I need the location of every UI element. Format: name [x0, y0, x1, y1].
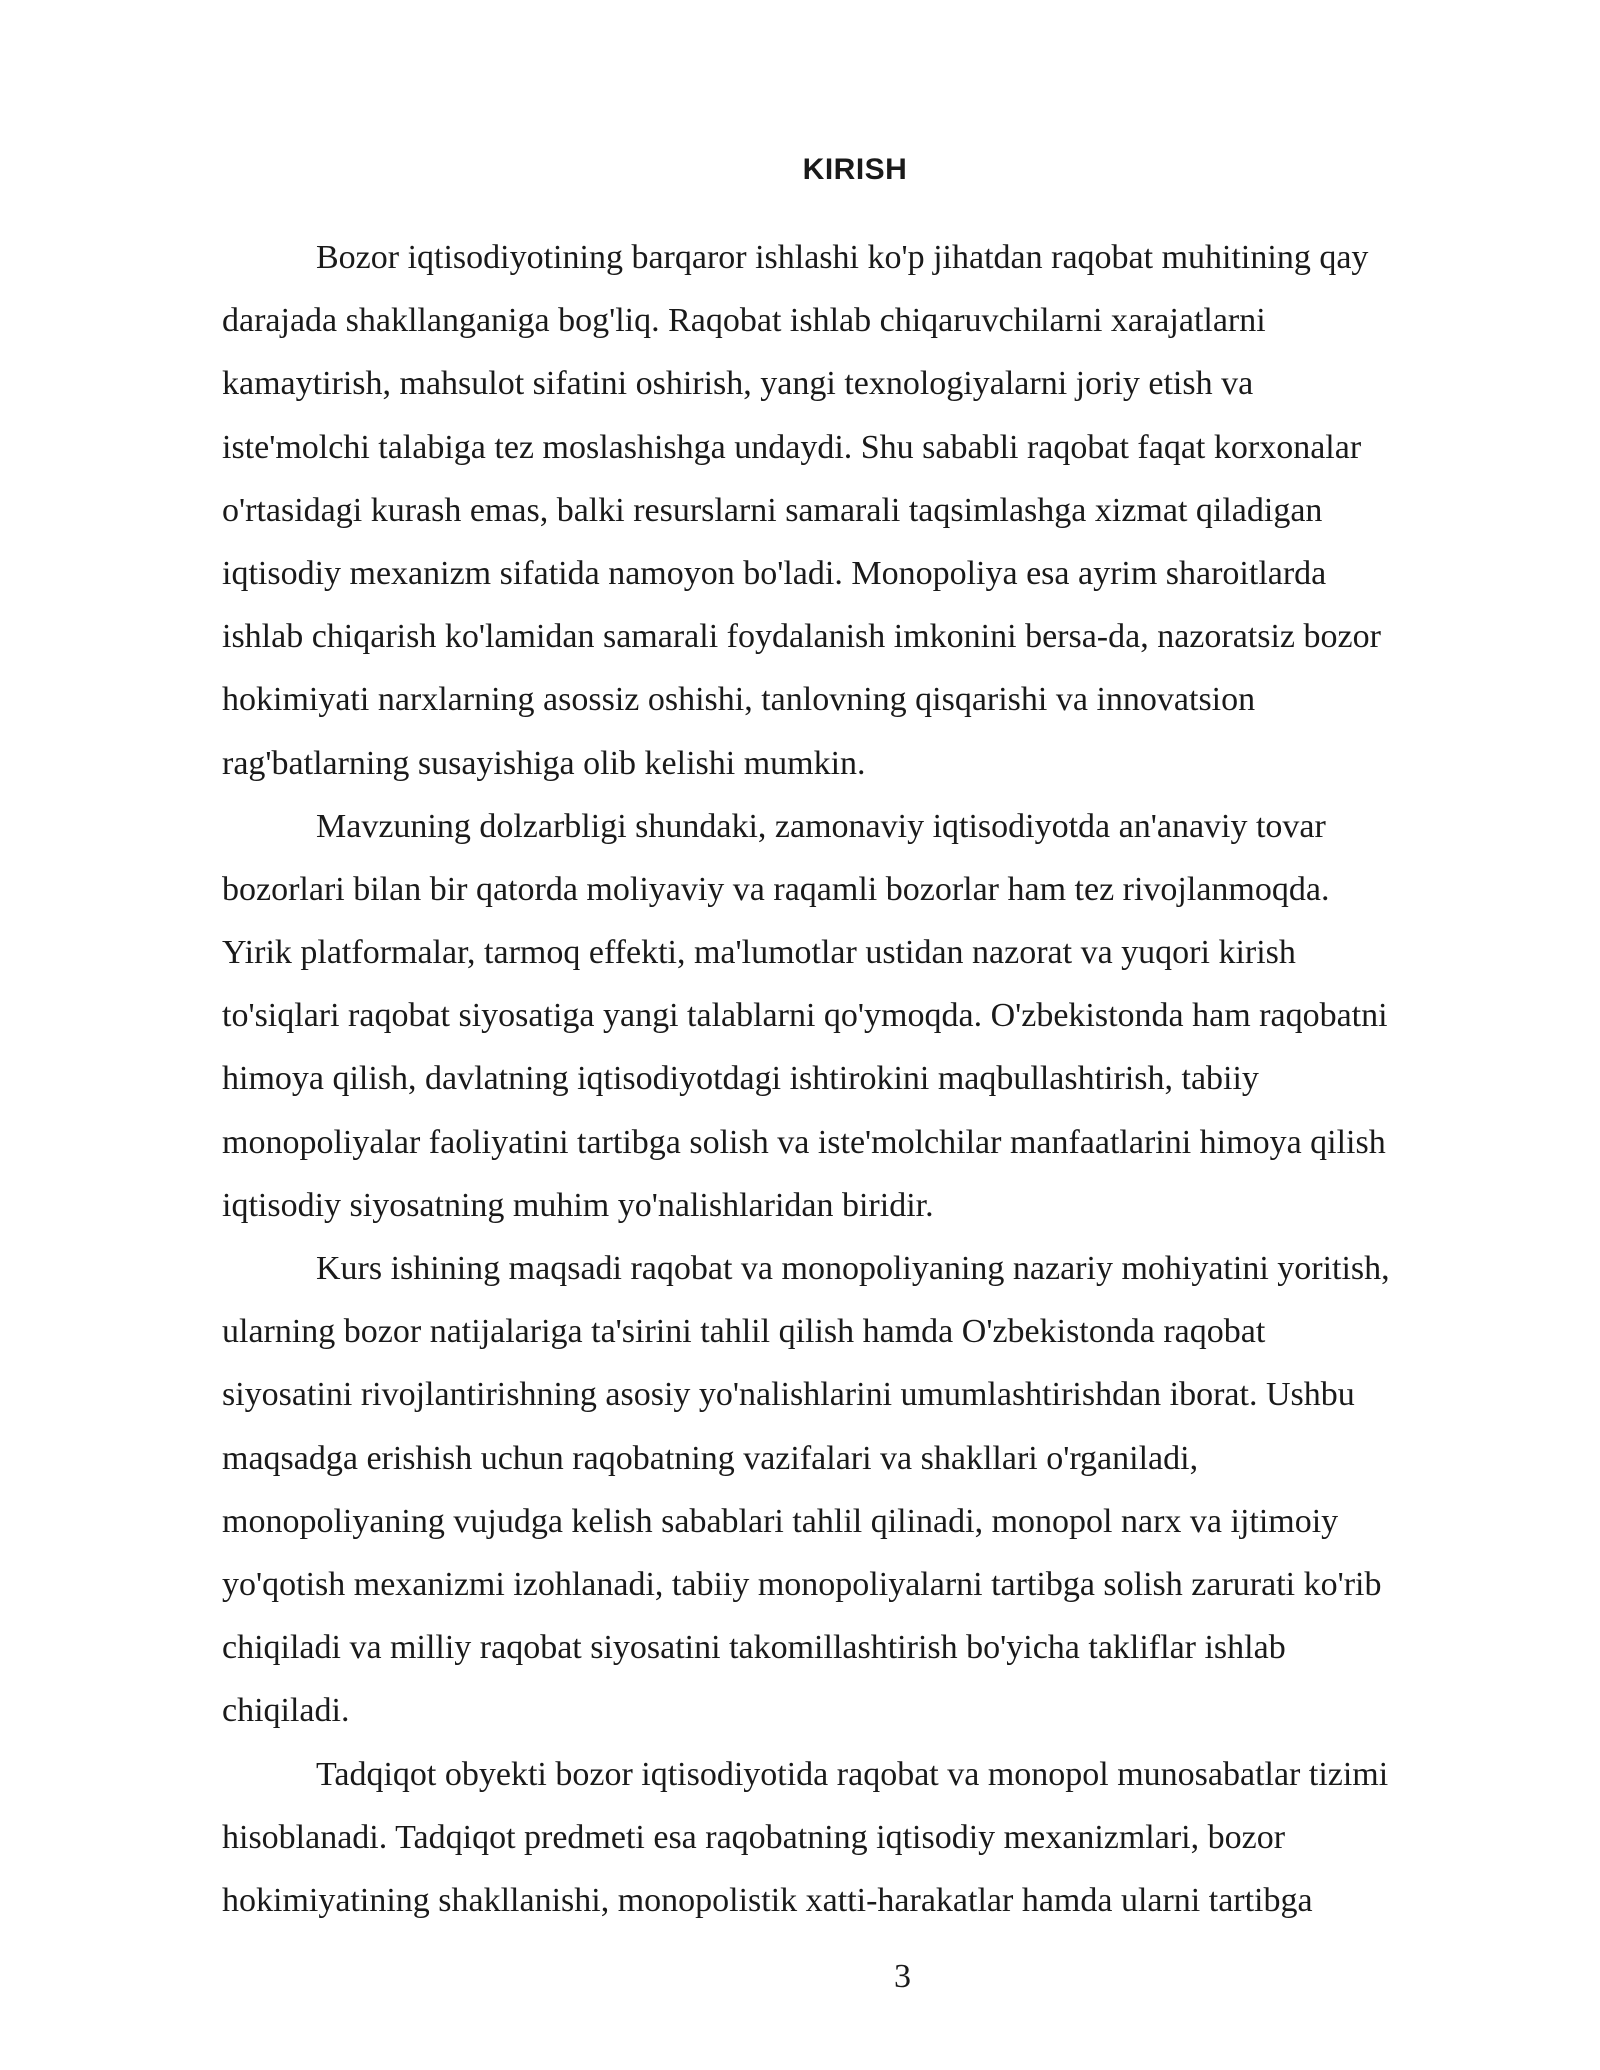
text-line: Tadqiqot obyekti bozor iqtisodiyotida raqobat va monopol munosabatlar tizimi	[316, 1755, 1389, 1793]
text-line: himoya qilish, davlatning iqtisodiyotdagi ishtirokini maqbullashtirish, tabiiy	[222, 1060, 1259, 1098]
text-line: iste'molchi talabiga tez moslashishga undaydi. Shu sababli raqobat faqat korxonalar	[222, 428, 1362, 466]
text-line: Bozor iqtisodiyotining barqaror ishlashi ko'p jihatdan raqobat muhitining qay	[316, 239, 1369, 276]
text-line: Mavzuning dolzarbligi shundaki, zamonaviy iqtisodiyotda an'anaviy tovar	[316, 807, 1326, 845]
text-line: monopoliyaning vujudga kelish sabablari tahlil qilinadi, monopol narx va ijtimoiy	[222, 1502, 1339, 1540]
text-line: maqsadga erishish uchun raqobatning vazifalari va shakllari o'rganiladi,	[222, 1439, 1199, 1477]
text-line: chiqiladi va milliy raqobat siyosatini takomillashtirish bo'yicha takliflar ishlab	[222, 1629, 1286, 1667]
text-line: yo'qotish mexanizmi izohlanadi, tabiiy monopoliyalarni tartibga solish zarurati ko'rib	[222, 1565, 1382, 1603]
text-line: chiqiladi.	[222, 1692, 350, 1730]
text-line: monopoliyalar faoliyatini tartibga solish va iste'molchilar manfaatlarini himoya qilish	[222, 1123, 1386, 1161]
text-line: to'siqlari raqobat siyosatiga yangi talablarni qo'ymoqda. O'zbekistonda ham raqobatni	[222, 997, 1388, 1035]
text-line: kamaytirish, mahsulot sifatini oshirish, yangi texnologiyalarni joriy etish va	[222, 365, 1254, 403]
text-line: iqtisodiy mexanizm sifatida namoyon bo'ladi. Monopoliya esa ayrim sharoitlarda	[222, 554, 1327, 592]
text-line: hisoblanadi. Tadqiqot predmeti esa raqobatning iqtisodiy mexanizmlari, bozor	[222, 1818, 1286, 1856]
text-line: o'rtasidagi kurash emas, balki resurslarni samarali taqsimlashga xizmat qiladigan	[222, 491, 1323, 529]
text-line: Kurs ishining maqsadi raqobat va monopoliyaning nazariy mohiyatini yoritish,	[316, 1250, 1390, 1287]
page-title: KIRISH	[802, 153, 908, 186]
text-line: iqtisodiy siyosatning muhim yo'nalishlaridan biridir.	[222, 1186, 934, 1224]
text-line: darajada shakllanganiga bog'liq. Raqobat ishlab chiqaruvchilarni xarajatlarni	[222, 302, 1266, 340]
text-line: hokimiyatining shakllanishi, monopolistik xatti-harakatlar hamda ularni tartibga	[222, 1881, 1313, 1919]
text-line: ularning bozor natijalariga ta'sirini tahlil qilish hamda O'zbekistonda raqobat	[222, 1313, 1266, 1351]
text-line: rag'batlarning susayishiga olib kelishi mumkin.	[222, 744, 866, 782]
page-number: 3	[894, 1958, 911, 1995]
text-line: ishlab chiqarish ko'lamidan samarali foydalanish imkonini bersa-da, nazoratsiz bozor	[222, 618, 1381, 656]
text-line: siyosatini rivojlantirishning asosiy yo'nalishlarini umumlashtirishdan iborat. Ushbu	[222, 1376, 1355, 1414]
text-line: hokimiyati narxlarning asossiz oshishi, tanlovning qisqarishi va innovatsion	[222, 681, 1256, 719]
text-line: bozorlari bilan bir qatorda moliyaviy va raqamli bozorlar ham tez rivojlanmoqda.	[222, 870, 1330, 908]
body-text	[222, 226, 1480, 1932]
text-line: Yirik platformalar, tarmoq effekti, ma'lumotlar ustidan nazorat va yuqori kirish	[222, 934, 1296, 972]
